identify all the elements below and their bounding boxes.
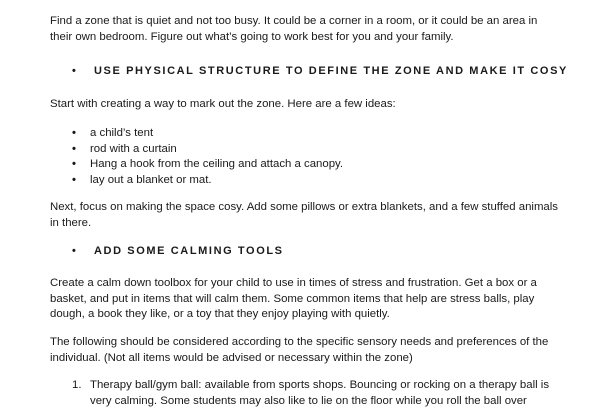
list-item: • a child’s tent (72, 126, 552, 142)
intro-line-1: Find a zone that is quiet and not too busy. It could be a corner in a room, or it could be an area in (50, 15, 538, 27)
list-item: • Hang a hook from the ceiling and attach a canopy. (72, 157, 552, 173)
heading-text: USE PHYSICAL STRUCTURE TO DEFINE THE ZONE AND MAKE IT COSY (94, 65, 568, 77)
heading-text: ADD SOME CALMING TOOLS (94, 245, 284, 257)
considerations-paragraph: The following should be considered according to the specific sensory needs and preferences of the individual. (Not all items would be advised or necessary within the zone) (50, 336, 549, 364)
ideas-list (72, 126, 552, 188)
toolbox-paragraph: Create a calm down toolbox for your child to use in times of stress and frustration. Get a box or a basket, and put in items that will calm them. Some common items that help are stress balls, play dough, a book they like, or a toy that they enjoy playing with quietly. (50, 277, 537, 320)
list-bullet: • (72, 142, 76, 155)
section1-closing-paragraph: Next, focus on making the space cosy. Add some pillows or extra blankets, and a few stuffed animals in there. (50, 201, 558, 229)
list-bullet: • (72, 127, 76, 139)
item-number: 1. (72, 379, 82, 391)
list-item: • lay out a blanket or mat. (72, 173, 552, 189)
section1-lead: Start with creating a way to mark out the zone. Here are a few ideas: (50, 98, 396, 110)
heading-bullet: • (72, 245, 78, 257)
numbered-list (72, 378, 572, 409)
list-item: • rod with a curtain (72, 142, 552, 158)
intro-line-2: their own bedroom. Figure out what’s going to work best for you and your family. (50, 30, 454, 43)
numbered-list-item: 1. Therapy ball/gym ball: available from sports shops. Bouncing or rocking on a therapy ball is very calming. Some students may also like to lie on the floor while you roll the ball over (72, 379, 550, 407)
intro-paragraph (50, 14, 570, 45)
heading-bullet: • (72, 65, 78, 77)
list-bullet: • (72, 158, 76, 170)
list-bullet: • (72, 173, 76, 186)
